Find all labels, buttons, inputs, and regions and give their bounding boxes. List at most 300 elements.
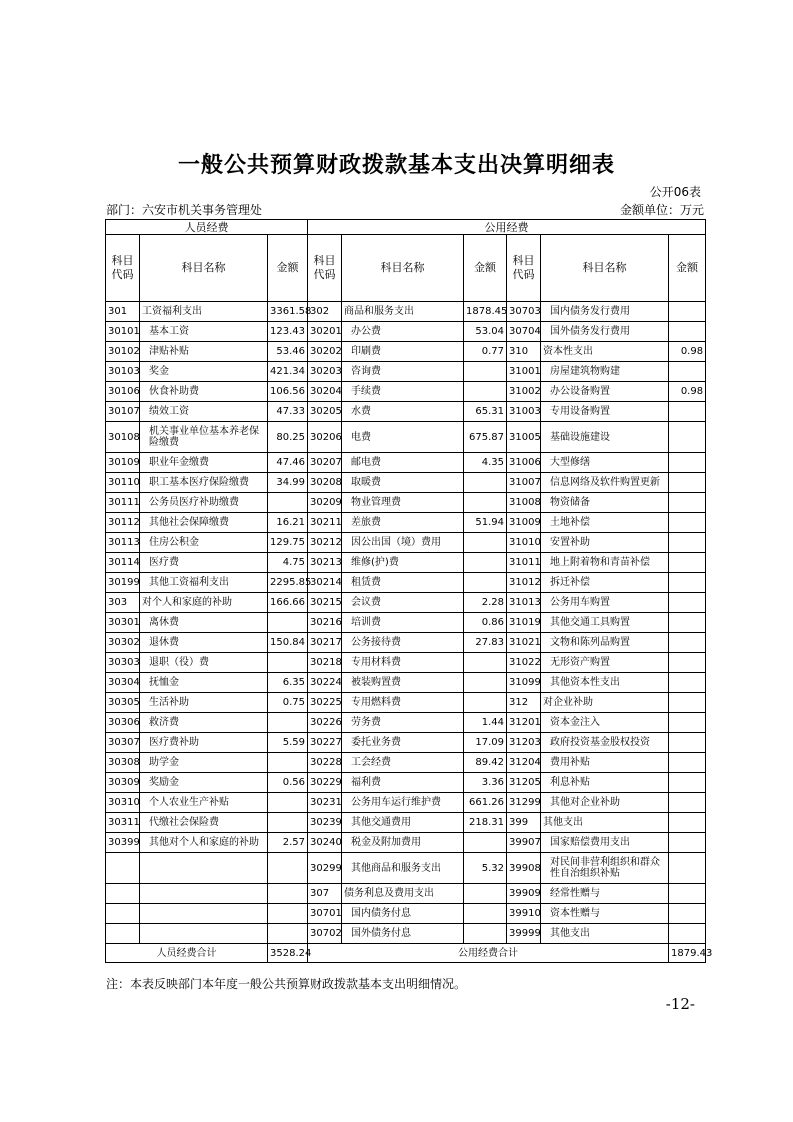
code-cell: 30299 [308,853,342,884]
code-cell: 39908 [507,853,541,884]
amount-cell [669,362,706,382]
code-cell: 30703 [507,302,541,322]
amount-cell [669,733,706,753]
name-cell: 印刷费 [342,342,464,362]
name-cell: 商品和服务支出 [342,302,464,322]
code-cell: 30303 [106,653,140,673]
amount-cell [669,553,706,573]
name-cell: 公务用车运行维护费 [342,793,464,813]
name-cell: 其他对企业补助 [541,793,669,813]
name-header: 科目名称 [541,235,669,302]
code-cell: 30101 [106,322,140,342]
code-cell: 30110 [106,473,140,493]
code-cell: 30211 [308,513,342,533]
code-cell: 30205 [308,402,342,422]
name-cell: 利息补贴 [541,773,669,793]
table-row [106,693,706,713]
name-cell: 对企业补助 [541,693,669,713]
amount-cell [669,904,706,924]
amount-cell [669,713,706,733]
name-cell: 机关事业单位基本养老保险缴费 [140,422,268,453]
code-cell: 30704 [507,322,541,342]
code-cell [106,853,140,884]
amount-cell: 3361.58 [268,302,308,322]
name-cell: 地上附着物和青苗补偿 [541,553,669,573]
table-row [106,382,706,402]
amount-cell [464,833,507,853]
amount-cell [669,533,706,553]
amount-cell: 0.75 [268,693,308,713]
code-cell: 31009 [507,513,541,533]
amount-cell [268,793,308,813]
amount-cell [268,493,308,513]
amount-cell [669,853,706,884]
amount-cell: 17.09 [464,733,507,753]
name-cell: 其他交通费用 [342,813,464,833]
name-cell: 医疗费补助 [140,733,268,753]
code-cell: 30103 [106,362,140,382]
amount-cell [464,493,507,513]
amount-cell [669,833,706,853]
name-cell: 资本金注入 [541,713,669,733]
code-cell: 31203 [507,733,541,753]
code-cell: 30227 [308,733,342,753]
amount-cell: 53.04 [464,322,507,342]
public-header: 公用经费 [308,220,706,235]
code-cell [106,924,140,944]
name-cell: 其他商品和服务支出 [342,853,464,884]
name-cell: 其他对个人和家庭的补助 [140,833,268,853]
code-cell: 31010 [507,533,541,553]
amount-cell [669,473,706,493]
amount-cell: 47.33 [268,402,308,422]
amount-cell [669,653,706,673]
name-cell: 水费 [342,402,464,422]
amount-cell [268,904,308,924]
name-cell: 专用材料费 [342,653,464,673]
name-cell: 公务员医疗补助缴费 [140,493,268,513]
code-cell: 30304 [106,673,140,693]
name-cell [140,853,268,884]
code-cell: 30225 [308,693,342,713]
table-row [106,342,706,362]
amount-cell [669,302,706,322]
code-cell: 39909 [507,884,541,904]
table-row [106,633,706,653]
code-cell: 31013 [507,593,541,613]
amount-cell: 51.94 [464,513,507,533]
personnel-total-label: 人员经费合计 [106,944,268,963]
amount-cell [669,513,706,533]
amount-cell: 0.98 [669,342,706,362]
name-cell: 费用补贴 [541,753,669,773]
amount-cell: 1878.45 [464,302,507,322]
name-cell: 医疗费 [140,553,268,573]
table-row [106,422,706,453]
name-cell: 其他资本性支出 [541,673,669,693]
name-cell: 工会经费 [342,753,464,773]
code-cell: 39999 [507,924,541,944]
name-cell: 租赁费 [342,573,464,593]
amount-cell [268,924,308,944]
code-cell: 31005 [507,422,541,453]
name-cell: 劳务费 [342,713,464,733]
code-cell: 30240 [308,833,342,853]
table-row [106,773,706,793]
code-header: 科目代码 [106,235,140,302]
department-label: 部门：六安市机关事务管理处 [106,203,263,217]
code-cell: 31002 [507,382,541,402]
code-cell: 30217 [308,633,342,653]
code-cell: 31022 [507,653,541,673]
name-cell: 大型修缮 [541,453,669,473]
amount-cell: 0.86 [464,613,507,633]
name-cell: 助学金 [140,753,268,773]
amount-cell: 218.31 [464,813,507,833]
table-row [106,904,706,924]
name-cell: 抚恤金 [140,673,268,693]
name-cell: 其他社会保障缴费 [140,513,268,533]
amount-cell [669,573,706,593]
code-cell: 30199 [106,573,140,593]
code-cell: 30399 [106,833,140,853]
code-header: 科目代码 [507,235,541,302]
code-cell: 301 [106,302,140,322]
name-cell: 培训费 [342,613,464,633]
name-cell: 职工基本医疗保险缴费 [140,473,268,493]
code-cell: 30109 [106,453,140,473]
name-cell: 专用设备购置 [541,402,669,422]
table-row [106,884,706,904]
name-cell: 生活补助 [140,693,268,713]
amount-cell [669,673,706,693]
name-cell: 会议费 [342,593,464,613]
name-cell: 退职（役）费 [140,653,268,673]
amount-cell [669,773,706,793]
code-cell: 30207 [308,453,342,473]
code-cell: 31021 [507,633,541,653]
name-cell: 离休费 [140,613,268,633]
amount-cell: 150.84 [268,633,308,653]
name-cell: 基本工资 [140,322,268,342]
code-cell: 312 [507,693,541,713]
amount-cell [464,653,507,673]
code-cell: 30209 [308,493,342,513]
amount-cell: 2295.85 [268,573,308,593]
amount-cell [464,693,507,713]
amount-unit-label: 金额单位：万元 [619,203,704,217]
code-cell: 30111 [106,493,140,513]
code-cell: 31003 [507,402,541,422]
code-cell: 30112 [106,513,140,533]
amount-cell: 4.35 [464,453,507,473]
code-cell: 30113 [106,533,140,553]
amount-cell [464,673,507,693]
name-cell: 救济费 [140,713,268,733]
name-cell: 基础设施建设 [541,422,669,453]
table-row [106,453,706,473]
code-cell: 31019 [507,613,541,633]
amount-cell [464,924,507,944]
code-cell: 30224 [308,673,342,693]
name-cell: 经常性赠与 [541,884,669,904]
code-cell: 30212 [308,533,342,553]
totals-row [106,944,706,963]
amount-cell [669,924,706,944]
table-row [106,362,706,382]
code-cell: 31011 [507,553,541,573]
table-row [106,513,706,533]
table-row [106,673,706,693]
name-cell: 信息网络及软件购置更新 [541,473,669,493]
amount-cell [464,533,507,553]
table-row [106,653,706,673]
code-cell: 30215 [308,593,342,613]
code-cell: 30310 [106,793,140,813]
amount-cell [669,753,706,773]
code-cell [106,884,140,904]
code-cell: 30301 [106,613,140,633]
code-cell: 31099 [507,673,541,693]
name-cell: 伙食补助费 [140,382,268,402]
amount-cell [464,362,507,382]
name-cell: 奖金 [140,362,268,382]
amount-cell [464,573,507,593]
table-row [106,302,706,322]
code-cell: 31201 [507,713,541,733]
name-cell: 税金及附加费用 [342,833,464,853]
amount-cell [268,813,308,833]
amount-cell [669,493,706,513]
amount-cell [669,322,706,342]
name-cell: 工资福利支出 [140,302,268,322]
code-cell: 39907 [507,833,541,853]
amount-cell [669,813,706,833]
name-cell: 其他工资福利支出 [140,573,268,593]
expenditure-detail-table [105,219,713,963]
name-cell: 国家赔偿费用支出 [541,833,669,853]
code-cell: 30311 [106,813,140,833]
name-cell: 差旅费 [342,513,464,533]
name-cell: 退休费 [140,633,268,653]
name-cell: 取暖费 [342,473,464,493]
amount-cell: 106.56 [268,382,308,402]
amount-cell [669,453,706,473]
amount-cell: 675.87 [464,422,507,453]
amount-cell: 0.77 [464,342,507,362]
amount-cell: 5.32 [464,853,507,884]
table-row [106,793,706,813]
table-row [106,753,706,773]
code-cell: 30208 [308,473,342,493]
code-cell: 30239 [308,813,342,833]
name-cell: 绩效工资 [140,402,268,422]
table-row [106,533,706,553]
code-cell: 30107 [106,402,140,422]
code-cell: 31001 [507,362,541,382]
name-cell: 安置补助 [541,533,669,553]
name-cell: 委托业务费 [342,733,464,753]
name-cell: 物业管理费 [342,493,464,513]
amount-cell [268,653,308,673]
name-cell: 福利费 [342,773,464,793]
amount-cell: 1.44 [464,713,507,733]
amount-cell: 5.59 [268,733,308,753]
amount-cell [669,593,706,613]
amount-cell: 53.46 [268,342,308,362]
name-cell: 被装购置费 [342,673,464,693]
amount-cell [464,553,507,573]
name-cell: 对个人和家庭的补助 [140,593,268,613]
amount-cell [464,904,507,924]
code-cell: 31299 [507,793,541,813]
code-cell: 30201 [308,322,342,342]
name-cell: 邮电费 [342,453,464,473]
amount-cell [464,473,507,493]
name-cell: 津贴补贴 [140,342,268,362]
form-number: 公开06表 [649,185,701,199]
name-cell [140,884,268,904]
name-cell: 对民间非营利组织和群众性自治组织补贴 [541,853,669,884]
name-cell: 债务利息及费用支出 [342,884,464,904]
code-cell: 30214 [308,573,342,593]
code-cell: 30206 [308,422,342,453]
amount-cell [268,713,308,733]
code-cell: 31007 [507,473,541,493]
code-cell: 30231 [308,793,342,813]
table-row [106,322,706,342]
name-cell: 住房公积金 [140,533,268,553]
code-cell: 31008 [507,493,541,513]
code-cell: 31204 [507,753,541,773]
amount-cell [268,753,308,773]
name-cell: 房屋建筑物购建 [541,362,669,382]
amount-cell: 421.34 [268,362,308,382]
code-cell: 30114 [106,553,140,573]
amount-cell [268,613,308,633]
table-row [106,553,706,573]
table-row [106,713,706,733]
code-cell: 30229 [308,773,342,793]
code-cell: 30228 [308,753,342,773]
name-cell: 代缴社会保险费 [140,813,268,833]
name-cell [140,904,268,924]
code-cell: 30307 [106,733,140,753]
name-cell: 其他交通工具购置 [541,613,669,633]
name-cell: 咨询费 [342,362,464,382]
amount-cell: 47.46 [268,453,308,473]
amount-cell: 6.35 [268,673,308,693]
name-cell: 土地补偿 [541,513,669,533]
code-cell: 39910 [507,904,541,924]
name-cell: 专用燃料费 [342,693,464,713]
table-row [106,733,706,753]
amount-cell [669,693,706,713]
table-row [106,593,706,613]
amount-cell: 2.28 [464,593,507,613]
code-cell: 30203 [308,362,342,382]
name-cell: 个人农业生产补贴 [140,793,268,813]
code-cell: 31006 [507,453,541,473]
amount-cell: 123.43 [268,322,308,342]
name-cell: 其他支出 [541,813,669,833]
name-cell: 国内债务发行费用 [541,302,669,322]
table-note: 注：本表反映部门本年度一般公共预算财政拨款基本支出明细情况。 [106,977,467,991]
code-cell: 30202 [308,342,342,362]
code-cell: 303 [106,593,140,613]
name-cell: 文物和陈列品购置 [541,633,669,653]
amount-header: 金额 [669,235,706,302]
name-header: 科目名称 [342,235,464,302]
amount-cell [669,613,706,633]
name-cell: 资本性赠与 [541,904,669,924]
amount-cell: 0.98 [669,382,706,402]
name-cell: 维修(护)费 [342,553,464,573]
code-cell: 310 [507,342,541,362]
amount-cell: 89.42 [464,753,507,773]
table-row [106,493,706,513]
name-cell: 拆迁补偿 [541,573,669,593]
page-number: -12- [665,995,695,1013]
name-cell: 手续费 [342,382,464,402]
amount-cell [464,884,507,904]
name-cell: 电费 [342,422,464,453]
code-cell: 30306 [106,713,140,733]
personnel-total-value: 3528.24 [268,944,308,963]
name-cell: 国内债务付息 [342,904,464,924]
amount-cell: 129.75 [268,533,308,553]
code-cell: 30305 [106,693,140,713]
name-cell: 资本性支出 [541,342,669,362]
amount-cell: 80.25 [268,422,308,453]
amount-cell [464,382,507,402]
code-cell: 399 [507,813,541,833]
name-cell: 国外债务付息 [342,924,464,944]
code-cell: 307 [308,884,342,904]
code-cell: 30302 [106,633,140,653]
amount-cell [669,633,706,653]
code-cell: 30216 [308,613,342,633]
amount-cell [669,422,706,453]
name-cell: 其他支出 [541,924,669,944]
table-row [106,833,706,853]
code-cell: 30308 [106,753,140,773]
amount-cell: 65.31 [464,402,507,422]
code-cell: 30213 [308,553,342,573]
table-row [106,573,706,593]
public-total-value: 1879.43 [669,944,706,963]
name-cell: 无形资产购置 [541,653,669,673]
amount-cell [268,884,308,904]
amount-cell [669,402,706,422]
amount-cell [669,884,706,904]
table-row [106,924,706,944]
name-header: 科目名称 [140,235,268,302]
name-cell: 因公出国（境）费用 [342,533,464,553]
code-cell: 30106 [106,382,140,402]
table-row [106,473,706,493]
code-cell: 30701 [308,904,342,924]
code-cell: 30108 [106,422,140,453]
code-cell: 30102 [106,342,140,362]
code-cell: 31012 [507,573,541,593]
amount-cell: 3.36 [464,773,507,793]
code-cell: 302 [308,302,342,322]
amount-cell: 16.21 [268,513,308,533]
code-header: 科目代码 [308,235,342,302]
code-cell: 30702 [308,924,342,944]
table-row [106,853,706,884]
